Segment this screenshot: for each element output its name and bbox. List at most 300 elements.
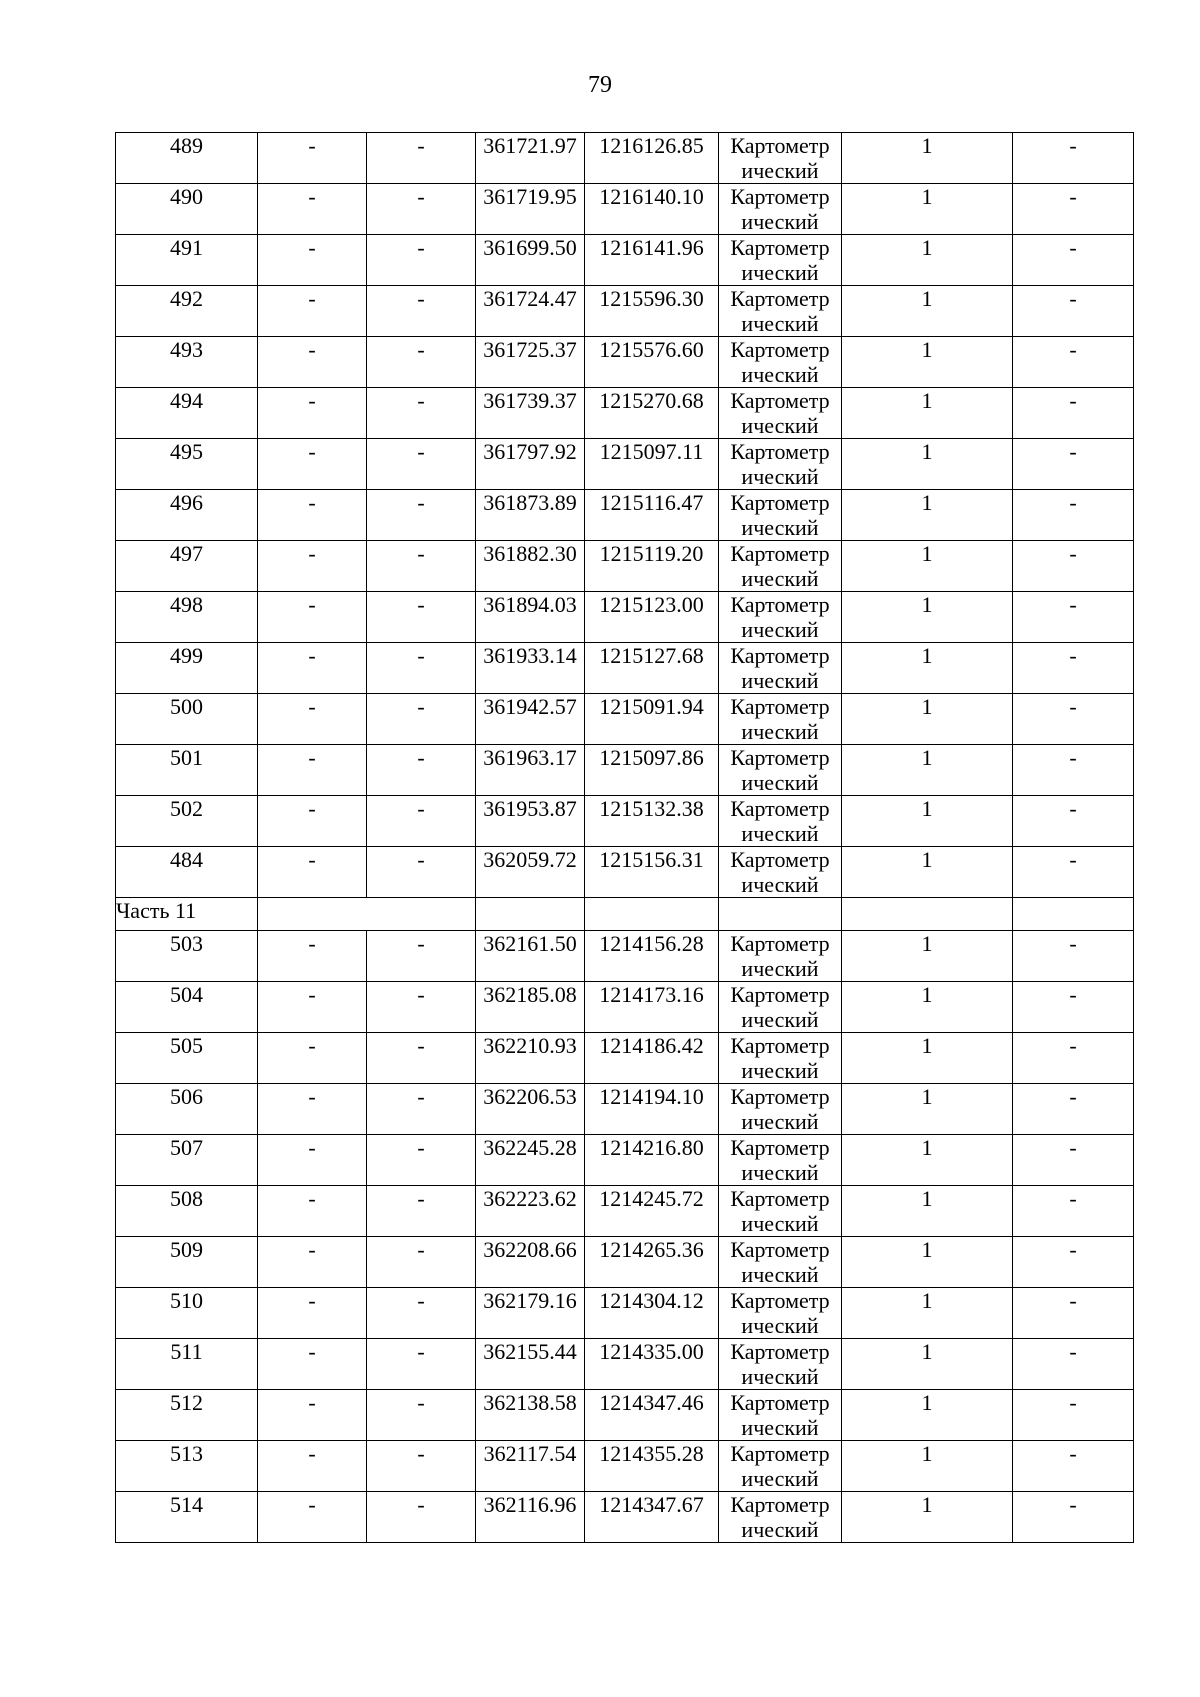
- method-text-line-2: ический: [741, 668, 819, 693]
- table-row: [116, 1288, 1134, 1339]
- x-coordinate-cell: 362245.28: [476, 1135, 585, 1186]
- method-cell: [719, 184, 842, 235]
- point-number-cell: 505: [116, 1033, 258, 1084]
- method-text-line-2: ический: [741, 362, 819, 387]
- x-coordinate-cell: 361933.14: [476, 643, 585, 694]
- y-coordinate-cell: 1214173.16: [585, 982, 719, 1033]
- method-cell: [719, 1237, 842, 1288]
- method-text-line-2: ический: [741, 719, 819, 744]
- empty-value-cell: -: [258, 490, 367, 541]
- method-text-line-1: Картометр: [730, 1288, 830, 1313]
- y-coordinate-cell: 1216141.96: [585, 235, 719, 286]
- part-label: Часть 11: [116, 898, 258, 931]
- empty-value-cell: -: [367, 1390, 476, 1441]
- empty-value-cell: -: [258, 1186, 367, 1237]
- method-cell: [719, 235, 842, 286]
- x-coordinate-cell: 362161.50: [476, 931, 585, 982]
- x-coordinate-cell: 361739.37: [476, 388, 585, 439]
- method-text-line-2: ический: [741, 515, 819, 540]
- method-cell: [719, 1441, 842, 1492]
- y-coordinate-cell: 1214194.10: [585, 1084, 719, 1135]
- table-row: [116, 796, 1134, 847]
- accuracy-cell: 1: [842, 1084, 1013, 1135]
- x-coordinate-cell: 362206.53: [476, 1084, 585, 1135]
- empty-value-cell: -: [258, 1084, 367, 1135]
- point-number-cell: 500: [116, 694, 258, 745]
- accuracy-cell: 1: [842, 286, 1013, 337]
- empty-value-cell: -: [258, 541, 367, 592]
- empty-value-cell: -: [1013, 1135, 1134, 1186]
- method-cell: [719, 439, 842, 490]
- empty-value-cell: -: [258, 592, 367, 643]
- empty-value-cell: -: [1013, 235, 1134, 286]
- method-text-line-1: Картометр: [730, 847, 830, 872]
- table-row: [116, 184, 1134, 235]
- method-cell: [719, 133, 842, 184]
- table-row: [116, 745, 1134, 796]
- y-coordinate-cell: 1214265.36: [585, 1237, 719, 1288]
- x-coordinate-cell: 362155.44: [476, 1339, 585, 1390]
- empty-value-cell: -: [367, 388, 476, 439]
- empty-value-cell: -: [367, 1135, 476, 1186]
- empty-value-cell: -: [258, 847, 367, 898]
- x-coordinate-cell: 361963.17: [476, 745, 585, 796]
- y-coordinate-cell: 1215097.11: [585, 439, 719, 490]
- method-cell: [719, 286, 842, 337]
- point-number-cell: 508: [116, 1186, 258, 1237]
- empty-value-cell: -: [258, 745, 367, 796]
- empty-value-cell: -: [1013, 1492, 1134, 1543]
- empty-value-cell: -: [258, 1237, 367, 1288]
- method-text-line-1: Картометр: [730, 745, 830, 770]
- y-coordinate-cell: 1215091.94: [585, 694, 719, 745]
- empty-value-cell: -: [1013, 490, 1134, 541]
- point-number-cell: 512: [116, 1390, 258, 1441]
- method-text-line-1: Картометр: [730, 1390, 830, 1415]
- y-coordinate-cell: 1214347.46: [585, 1390, 719, 1441]
- y-coordinate-cell: 1215596.30: [585, 286, 719, 337]
- x-coordinate-cell: 361725.37: [476, 337, 585, 388]
- empty-value-cell: -: [367, 1084, 476, 1135]
- table-row: [116, 847, 1134, 898]
- method-text-line-1: Картометр: [730, 931, 830, 956]
- empty-value-cell: -: [1013, 541, 1134, 592]
- x-coordinate-cell: 362117.54: [476, 1441, 585, 1492]
- x-coordinate-cell: 361894.03: [476, 592, 585, 643]
- empty-value-cell: -: [1013, 388, 1134, 439]
- y-coordinate-cell: 1216126.85: [585, 133, 719, 184]
- table-row: [116, 1441, 1134, 1492]
- method-text-line-2: ический: [741, 209, 819, 234]
- y-coordinate-cell: 1214245.72: [585, 1186, 719, 1237]
- table-row: [116, 1339, 1134, 1390]
- method-text-line-2: ический: [741, 1262, 819, 1287]
- empty-value-cell: -: [1013, 439, 1134, 490]
- method-text-line-2: ический: [741, 1211, 819, 1236]
- y-coordinate-cell: 1215123.00: [585, 592, 719, 643]
- method-cell: [719, 745, 842, 796]
- x-coordinate-cell: 362138.58: [476, 1390, 585, 1441]
- empty-value-cell: -: [1013, 643, 1134, 694]
- method-cell: [719, 643, 842, 694]
- point-number-cell: 509: [116, 1237, 258, 1288]
- method-cell: [719, 1186, 842, 1237]
- method-text-line-2: ический: [741, 956, 819, 981]
- method-cell: [719, 592, 842, 643]
- empty-value-cell: -: [1013, 1084, 1134, 1135]
- method-text-line-2: ический: [741, 770, 819, 795]
- table-row: [116, 1492, 1134, 1543]
- table-row: [116, 388, 1134, 439]
- accuracy-cell: 1: [842, 745, 1013, 796]
- x-coordinate-cell: 362059.72: [476, 847, 585, 898]
- empty-value-cell: -: [258, 1135, 367, 1186]
- y-coordinate-cell: 1215097.86: [585, 745, 719, 796]
- x-coordinate-cell: 361873.89: [476, 490, 585, 541]
- empty-value-cell: -: [258, 337, 367, 388]
- x-coordinate-cell: 362179.16: [476, 1288, 585, 1339]
- method-text-line-2: ический: [741, 617, 819, 642]
- method-text-line-2: ический: [741, 311, 819, 336]
- empty-value-cell: -: [258, 235, 367, 286]
- empty-value-cell: -: [258, 133, 367, 184]
- empty-value-cell: -: [258, 931, 367, 982]
- point-number-cell: 484: [116, 847, 258, 898]
- empty-value-cell: -: [1013, 1441, 1134, 1492]
- table-row: [116, 235, 1134, 286]
- empty-value-cell: -: [367, 982, 476, 1033]
- point-number-cell: 511: [116, 1339, 258, 1390]
- x-coordinate-cell: 361797.92: [476, 439, 585, 490]
- empty-value-cell: -: [258, 796, 367, 847]
- table-row: [116, 592, 1134, 643]
- table-row: [116, 1084, 1134, 1135]
- point-number-cell: 493: [116, 337, 258, 388]
- point-number-cell: 498: [116, 592, 258, 643]
- empty-value-cell: -: [1013, 1033, 1134, 1084]
- y-coordinate-cell: 1214335.00: [585, 1339, 719, 1390]
- empty-value-cell: -: [258, 1492, 367, 1543]
- x-coordinate-cell: 361719.95: [476, 184, 585, 235]
- method-text-line-2: ический: [741, 566, 819, 591]
- accuracy-cell: 1: [842, 1441, 1013, 1492]
- method-text-line-2: ический: [741, 1007, 819, 1032]
- method-cell: [719, 541, 842, 592]
- method-text-line-1: Картометр: [730, 388, 830, 413]
- y-coordinate-cell: 1214347.67: [585, 1492, 719, 1543]
- method-cell: [719, 388, 842, 439]
- method-text-line-1: Картометр: [730, 490, 830, 515]
- table-row: [116, 694, 1134, 745]
- table-row: [116, 1390, 1134, 1441]
- accuracy-cell: 1: [842, 1390, 1013, 1441]
- point-number-cell: 502: [116, 796, 258, 847]
- empty-cell: [476, 898, 585, 931]
- table-row: [116, 643, 1134, 694]
- accuracy-cell: 1: [842, 796, 1013, 847]
- table-body: [116, 133, 1134, 1543]
- point-number-cell: 499: [116, 643, 258, 694]
- empty-value-cell: -: [258, 1033, 367, 1084]
- point-number-cell: 490: [116, 184, 258, 235]
- method-text-line-1: Картометр: [730, 337, 830, 362]
- point-number-cell: 513: [116, 1441, 258, 1492]
- empty-cell: [719, 898, 842, 931]
- empty-value-cell: -: [367, 337, 476, 388]
- method-cell: [719, 337, 842, 388]
- empty-value-cell: -: [1013, 337, 1134, 388]
- method-text-line-1: Картометр: [730, 1135, 830, 1160]
- y-coordinate-cell: 1216140.10: [585, 184, 719, 235]
- table-row: [116, 982, 1134, 1033]
- empty-value-cell: -: [367, 1492, 476, 1543]
- accuracy-cell: 1: [842, 847, 1013, 898]
- accuracy-cell: 1: [842, 184, 1013, 235]
- empty-value-cell: -: [1013, 286, 1134, 337]
- accuracy-cell: 1: [842, 439, 1013, 490]
- empty-value-cell: -: [1013, 184, 1134, 235]
- empty-value-cell: -: [367, 541, 476, 592]
- empty-value-cell: -: [1013, 1339, 1134, 1390]
- accuracy-cell: 1: [842, 133, 1013, 184]
- table-row: [116, 286, 1134, 337]
- method-text-line-1: Картометр: [730, 1441, 830, 1466]
- x-coordinate-cell: 361699.50: [476, 235, 585, 286]
- y-coordinate-cell: 1214186.42: [585, 1033, 719, 1084]
- empty-value-cell: -: [258, 1288, 367, 1339]
- x-coordinate-cell: 361953.87: [476, 796, 585, 847]
- empty-value-cell: -: [367, 847, 476, 898]
- page-number: 79: [588, 72, 612, 98]
- table-row: [116, 133, 1134, 184]
- method-cell: [719, 1084, 842, 1135]
- empty-value-cell: -: [367, 643, 476, 694]
- accuracy-cell: 1: [842, 490, 1013, 541]
- empty-cell: [585, 898, 719, 931]
- method-text-line-1: Картометр: [730, 439, 830, 464]
- accuracy-cell: 1: [842, 592, 1013, 643]
- method-text-line-2: ический: [741, 260, 819, 285]
- empty-value-cell: -: [1013, 1390, 1134, 1441]
- method-text-line-2: ический: [741, 1160, 819, 1185]
- empty-value-cell: -: [258, 388, 367, 439]
- point-number-cell: 489: [116, 133, 258, 184]
- table-row: [116, 1186, 1134, 1237]
- x-coordinate-cell: 362185.08: [476, 982, 585, 1033]
- point-number-cell: 494: [116, 388, 258, 439]
- point-number-cell: 503: [116, 931, 258, 982]
- point-number-cell: 510: [116, 1288, 258, 1339]
- method-text-line-2: ический: [741, 1466, 819, 1491]
- empty-value-cell: -: [367, 694, 476, 745]
- accuracy-cell: 1: [842, 1288, 1013, 1339]
- point-number-cell: 497: [116, 541, 258, 592]
- part-heading-row: [116, 898, 1134, 931]
- method-text-line-1: Картометр: [730, 286, 830, 311]
- x-coordinate-cell: 362223.62: [476, 1186, 585, 1237]
- table-row: [116, 1033, 1134, 1084]
- table-row: [116, 490, 1134, 541]
- x-coordinate-cell: 361724.47: [476, 286, 585, 337]
- x-coordinate-cell: 362116.96: [476, 1492, 585, 1543]
- table-row: [116, 1237, 1134, 1288]
- point-number-cell: 501: [116, 745, 258, 796]
- accuracy-cell: 1: [842, 1135, 1013, 1186]
- table-row: [116, 931, 1134, 982]
- method-cell: [719, 1288, 842, 1339]
- method-text-line-1: Картометр: [730, 1492, 830, 1517]
- method-text-line-2: ический: [741, 1364, 819, 1389]
- table-row: [116, 439, 1134, 490]
- empty-cell: [258, 898, 476, 931]
- empty-value-cell: -: [258, 286, 367, 337]
- point-number-cell: 491: [116, 235, 258, 286]
- accuracy-cell: 1: [842, 1237, 1013, 1288]
- method-text-line-2: ический: [741, 1415, 819, 1440]
- empty-value-cell: -: [367, 592, 476, 643]
- coordinates-table: [115, 132, 1134, 1543]
- method-cell: [719, 931, 842, 982]
- y-coordinate-cell: 1214304.12: [585, 1288, 719, 1339]
- method-text-line-2: ический: [741, 158, 819, 183]
- point-number-cell: 496: [116, 490, 258, 541]
- method-text-line-2: ический: [741, 872, 819, 897]
- method-text-line-2: ический: [741, 821, 819, 846]
- method-text-line-1: Картометр: [730, 1033, 830, 1058]
- method-cell: [719, 490, 842, 541]
- accuracy-cell: 1: [842, 1033, 1013, 1084]
- empty-value-cell: -: [367, 745, 476, 796]
- method-text-line-1: Картометр: [730, 1084, 830, 1109]
- empty-value-cell: -: [367, 286, 476, 337]
- method-cell: [719, 1135, 842, 1186]
- accuracy-cell: 1: [842, 1339, 1013, 1390]
- x-coordinate-cell: 362210.93: [476, 1033, 585, 1084]
- method-cell: [719, 847, 842, 898]
- empty-value-cell: -: [367, 1033, 476, 1084]
- empty-value-cell: -: [367, 184, 476, 235]
- empty-value-cell: -: [1013, 592, 1134, 643]
- accuracy-cell: 1: [842, 982, 1013, 1033]
- empty-value-cell: -: [1013, 694, 1134, 745]
- empty-value-cell: -: [367, 235, 476, 286]
- accuracy-cell: 1: [842, 235, 1013, 286]
- x-coordinate-cell: 362208.66: [476, 1237, 585, 1288]
- y-coordinate-cell: 1215156.31: [585, 847, 719, 898]
- method-text-line-1: Картометр: [730, 1237, 830, 1262]
- empty-value-cell: -: [367, 1339, 476, 1390]
- empty-value-cell: -: [367, 490, 476, 541]
- accuracy-cell: 1: [842, 1492, 1013, 1543]
- y-coordinate-cell: 1214156.28: [585, 931, 719, 982]
- y-coordinate-cell: 1215132.38: [585, 796, 719, 847]
- empty-value-cell: -: [258, 694, 367, 745]
- empty-value-cell: -: [367, 931, 476, 982]
- method-text-line-2: ический: [741, 1058, 819, 1083]
- empty-value-cell: -: [258, 1441, 367, 1492]
- method-text-line-1: Картометр: [730, 1339, 830, 1364]
- method-cell: [719, 796, 842, 847]
- method-text-line-1: Картометр: [730, 643, 830, 668]
- accuracy-cell: 1: [842, 541, 1013, 592]
- method-text-line-1: Картометр: [730, 694, 830, 719]
- empty-value-cell: -: [1013, 796, 1134, 847]
- method-text-line-2: ический: [741, 464, 819, 489]
- point-number-cell: 495: [116, 439, 258, 490]
- method-text-line-1: Картометр: [730, 592, 830, 617]
- y-coordinate-cell: 1215576.60: [585, 337, 719, 388]
- empty-value-cell: -: [1013, 1237, 1134, 1288]
- empty-cell: [1013, 898, 1134, 931]
- point-number-cell: 492: [116, 286, 258, 337]
- method-cell: [719, 694, 842, 745]
- empty-value-cell: -: [258, 1339, 367, 1390]
- method-text-line-2: ический: [741, 413, 819, 438]
- x-coordinate-cell: 361721.97: [476, 133, 585, 184]
- method-cell: [719, 1033, 842, 1084]
- y-coordinate-cell: 1214355.28: [585, 1441, 719, 1492]
- empty-value-cell: -: [367, 1186, 476, 1237]
- empty-value-cell: -: [258, 1390, 367, 1441]
- empty-value-cell: -: [1013, 745, 1134, 796]
- point-number-cell: 506: [116, 1084, 258, 1135]
- empty-value-cell: -: [1013, 982, 1134, 1033]
- point-number-cell: 507: [116, 1135, 258, 1186]
- y-coordinate-cell: 1215270.68: [585, 388, 719, 439]
- accuracy-cell: 1: [842, 931, 1013, 982]
- empty-value-cell: -: [367, 796, 476, 847]
- method-text-line-1: Картометр: [730, 235, 830, 260]
- empty-value-cell: -: [367, 1237, 476, 1288]
- method-text-line-1: Картометр: [730, 184, 830, 209]
- empty-value-cell: -: [1013, 1288, 1134, 1339]
- method-text-line-2: ический: [741, 1517, 819, 1542]
- method-text-line-1: Картометр: [730, 133, 830, 158]
- empty-value-cell: -: [258, 184, 367, 235]
- point-number-cell: 514: [116, 1492, 258, 1543]
- accuracy-cell: 1: [842, 1186, 1013, 1237]
- empty-value-cell: -: [1013, 133, 1134, 184]
- table-row: [116, 541, 1134, 592]
- empty-value-cell: -: [1013, 847, 1134, 898]
- empty-value-cell: -: [367, 1288, 476, 1339]
- empty-value-cell: -: [258, 982, 367, 1033]
- accuracy-cell: 1: [842, 337, 1013, 388]
- y-coordinate-cell: 1215127.68: [585, 643, 719, 694]
- empty-value-cell: -: [367, 133, 476, 184]
- y-coordinate-cell: 1215119.20: [585, 541, 719, 592]
- table-row: [116, 337, 1134, 388]
- x-coordinate-cell: 361882.30: [476, 541, 585, 592]
- y-coordinate-cell: 1214216.80: [585, 1135, 719, 1186]
- method-cell: [719, 1390, 842, 1441]
- empty-value-cell: -: [367, 439, 476, 490]
- empty-cell: [842, 898, 1013, 931]
- x-coordinate-cell: 361942.57: [476, 694, 585, 745]
- method-text-line-1: Картометр: [730, 1186, 830, 1211]
- accuracy-cell: 1: [842, 388, 1013, 439]
- method-text-line-1: Картометр: [730, 982, 830, 1007]
- empty-value-cell: -: [367, 1441, 476, 1492]
- method-text-line-1: Картометр: [730, 796, 830, 821]
- table-row: [116, 1135, 1134, 1186]
- method-cell: [719, 1339, 842, 1390]
- empty-value-cell: -: [258, 643, 367, 694]
- empty-value-cell: -: [1013, 1186, 1134, 1237]
- empty-value-cell: -: [258, 439, 367, 490]
- method-text-line-2: ический: [741, 1109, 819, 1134]
- method-text-line-2: ический: [741, 1313, 819, 1338]
